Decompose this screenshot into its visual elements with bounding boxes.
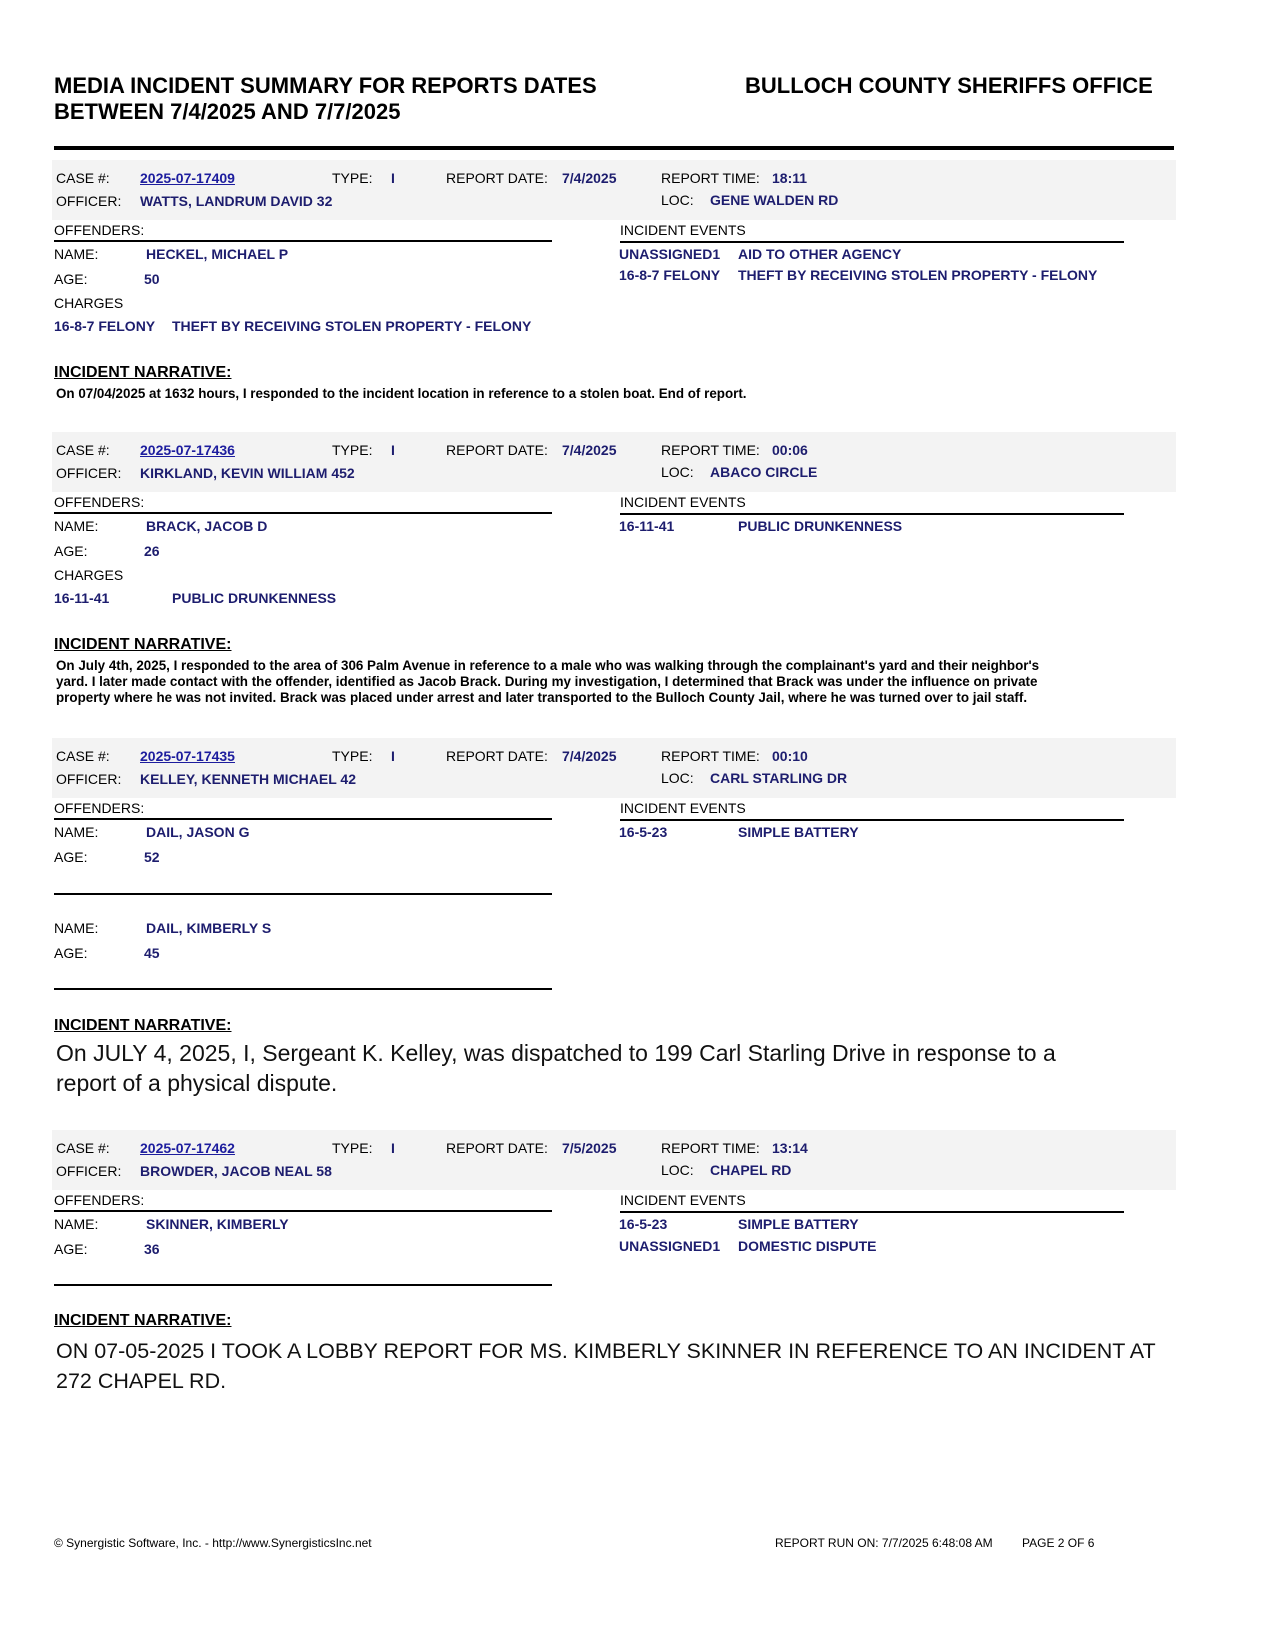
report-date-label: REPORT DATE: [446, 170, 548, 186]
incident-narrative-line: ON 07-05-2025 I TOOK A LOBBY REPORT FOR MS. KIMBERLY SKINNER IN REFERENCE TO AN INCIDENT AT [56, 1339, 1156, 1363]
events-rule [620, 241, 1124, 243]
report-title-line1: MEDIA INCIDENT SUMMARY FOR REPORTS DATES [54, 73, 597, 98]
events-rule [620, 819, 1124, 821]
type-label: TYPE: [332, 442, 373, 458]
offender-separator [54, 988, 552, 990]
name-label: NAME: [54, 824, 99, 840]
case-number-label: CASE #: [56, 748, 110, 764]
event-description: DOMESTIC DISPUTE [738, 1238, 877, 1254]
case-number-link[interactable]: 2025-07-17462 [140, 1140, 235, 1156]
incident-narrative-text: On 07/04/2025 at 1632 hours, I responded to the incident location in reference to a stolen boat. End of report. [56, 386, 747, 401]
incident-narrative-heading: INCIDENT NARRATIVE: [54, 636, 232, 653]
offenders-rule [54, 512, 552, 514]
event-description: SIMPLE BATTERY [738, 824, 859, 840]
case-number-label: CASE #: [56, 170, 110, 186]
officer-value: KIRKLAND, KEVIN WILLIAM 452 [140, 465, 355, 481]
offender-name: BRACK, JACOB D [146, 518, 268, 534]
case-header-band [52, 432, 1176, 492]
offender-separator [54, 1284, 552, 1286]
report-time-value: 00:10 [772, 748, 808, 764]
incident-events-label: INCIDENT EVENTS [620, 222, 746, 238]
loc-label: LOC: [661, 770, 694, 786]
case-header-band [52, 738, 1176, 798]
event-description: SIMPLE BATTERY [738, 1216, 859, 1232]
offenders-rule [54, 240, 552, 242]
header-divider [54, 146, 1174, 150]
event-description: THEFT BY RECEIVING STOLEN PROPERTY - FELONY [738, 267, 1098, 283]
report-time-value: 00:06 [772, 442, 808, 458]
incident-narrative-line: On JULY 4, 2025, I, Sergeant K. Kelley, was dispatched to 199 Carl Starling Drive in response to a [56, 1040, 1056, 1066]
offenders-label: OFFENDERS: [54, 800, 145, 816]
charges-label: CHARGES [54, 567, 124, 583]
report-date-value: 7/4/2025 [562, 442, 617, 458]
offender-name: HECKEL, MICHAEL P [146, 246, 289, 262]
officer-label: OFFICER: [56, 193, 122, 209]
charge-code: 16-11-41 [54, 590, 110, 606]
incident-events-label: INCIDENT EVENTS [620, 1192, 746, 1208]
report-time-label: REPORT TIME: [661, 748, 760, 764]
age-label: AGE: [54, 945, 88, 961]
case-number-link[interactable]: 2025-07-17409 [140, 170, 235, 186]
type-value: I [391, 748, 395, 764]
incident-narrative-heading: INCIDENT NARRATIVE: [54, 364, 232, 381]
type-value: I [391, 442, 395, 458]
report-date-label: REPORT DATE: [446, 1140, 548, 1156]
footer-report-run: REPORT RUN ON: 7/7/2025 6:48:08 AM [775, 1536, 993, 1550]
type-value: I [391, 170, 395, 186]
event-code: 16-5-23 [619, 824, 668, 840]
name-label: NAME: [54, 1216, 99, 1232]
report-date-label: REPORT DATE: [446, 748, 548, 764]
type-label: TYPE: [332, 1140, 373, 1156]
age-label: AGE: [54, 271, 88, 287]
name-label: NAME: [54, 518, 99, 534]
incident-narrative-line: On July 4th, 2025, I responded to the area of 306 Palm Avenue in reference to a male who was walking through the complainant's yard and their neighbor's [56, 658, 1040, 673]
case-number-label: CASE #: [56, 442, 110, 458]
event-code: 16-5-23 [619, 1216, 668, 1232]
footer-page-number: PAGE 2 OF 6 [1022, 1536, 1095, 1550]
offender-age: 50 [144, 271, 160, 287]
incident-events-label: INCIDENT EVENTS [620, 800, 746, 816]
incident-narrative-line: 272 CHAPEL RD. [56, 1369, 227, 1393]
loc-value: CARL STARLING DR [710, 770, 848, 786]
charge-code: 16-8-7 FELONY [54, 318, 156, 334]
incident-events-label: INCIDENT EVENTS [620, 494, 746, 510]
events-rule [620, 1211, 1124, 1213]
event-description: PUBLIC DRUNKENNESS [738, 518, 903, 534]
charge-description: THEFT BY RECEIVING STOLEN PROPERTY - FELONY [172, 318, 532, 334]
loc-label: LOC: [661, 1162, 694, 1178]
event-code: UNASSIGNED1 [619, 246, 721, 262]
charge-description: PUBLIC DRUNKENNESS [172, 590, 337, 606]
type-value: I [391, 1140, 395, 1156]
offenders-label: OFFENDERS: [54, 1192, 145, 1208]
report-title-line2: BETWEEN 7/4/2025 AND 7/7/2025 [54, 99, 401, 124]
loc-value: CHAPEL RD [710, 1162, 792, 1178]
incident-narrative-heading: INCIDENT NARRATIVE: [54, 1312, 232, 1329]
case-header-band [52, 160, 1176, 220]
offender-age: 26 [144, 543, 160, 559]
offender-name: DAIL, KIMBERLY S [146, 920, 272, 936]
loc-label: LOC: [661, 192, 694, 208]
charges-label: CHARGES [54, 295, 124, 311]
officer-label: OFFICER: [56, 465, 122, 481]
incident-narrative-line: property where he was not invited. Brack was placed under arrest and later transported to the Bulloch County Jail, where he was turned over to jail staff. [56, 690, 1028, 705]
incident-narrative-line: yard. I later made contact with the offender, identified as Jacob Brack. During my investigation, I determined that Brack was under the influence on private [56, 674, 1038, 689]
case-number-link[interactable]: 2025-07-17436 [140, 442, 235, 458]
offender-age: 45 [144, 945, 160, 961]
offender-age: 36 [144, 1241, 160, 1257]
agency-name: BULLOCH COUNTY SHERIFFS OFFICE [745, 73, 1153, 98]
age-label: AGE: [54, 543, 88, 559]
report-time-label: REPORT TIME: [661, 442, 760, 458]
offender-age: 52 [144, 849, 160, 865]
name-label: NAME: [54, 246, 99, 262]
footer-copyright: © Synergistic Software, Inc. - http://www.SynergisticsInc.net [54, 1536, 372, 1550]
event-code: 16-11-41 [619, 518, 675, 534]
incident-narrative-line: report of a physical dispute. [56, 1070, 338, 1096]
event-description: AID TO OTHER AGENCY [738, 246, 902, 262]
incident-narrative-heading: INCIDENT NARRATIVE: [54, 1017, 232, 1034]
report-date-value: 7/5/2025 [562, 1140, 617, 1156]
report-date-value: 7/4/2025 [562, 170, 617, 186]
officer-label: OFFICER: [56, 771, 122, 787]
type-label: TYPE: [332, 170, 373, 186]
officer-label: OFFICER: [56, 1163, 122, 1179]
events-rule [620, 513, 1124, 515]
report-date-label: REPORT DATE: [446, 442, 548, 458]
report-time-value: 13:14 [772, 1140, 808, 1156]
report-date-value: 7/4/2025 [562, 748, 617, 764]
name-label: NAME: [54, 920, 99, 936]
age-label: AGE: [54, 849, 88, 865]
offenders-rule [54, 1210, 552, 1212]
event-code: UNASSIGNED1 [619, 1238, 721, 1254]
offenders-label: OFFENDERS: [54, 494, 145, 510]
officer-value: KELLEY, KENNETH MICHAEL 42 [140, 771, 356, 787]
age-label: AGE: [54, 1241, 88, 1257]
officer-value: WATTS, LANDRUM DAVID 32 [140, 193, 333, 209]
case-header-band [52, 1130, 1176, 1190]
offender-separator [54, 893, 552, 895]
report-time-label: REPORT TIME: [661, 1140, 760, 1156]
type-label: TYPE: [332, 748, 373, 764]
loc-label: LOC: [661, 464, 694, 480]
loc-value: ABACO CIRCLE [710, 464, 818, 480]
loc-value: GENE WALDEN RD [710, 192, 839, 208]
case-number-label: CASE #: [56, 1140, 110, 1156]
offender-name: SKINNER, KIMBERLY [146, 1216, 289, 1232]
report-time-value: 18:11 [772, 170, 808, 186]
event-code: 16-8-7 FELONY [619, 267, 721, 283]
offender-name: DAIL, JASON G [146, 824, 250, 840]
report-time-label: REPORT TIME: [661, 170, 760, 186]
offenders-rule [54, 818, 552, 820]
officer-value: BROWDER, JACOB NEAL 58 [140, 1163, 332, 1179]
offenders-label: OFFENDERS: [54, 222, 145, 238]
case-number-link[interactable]: 2025-07-17435 [140, 748, 235, 764]
